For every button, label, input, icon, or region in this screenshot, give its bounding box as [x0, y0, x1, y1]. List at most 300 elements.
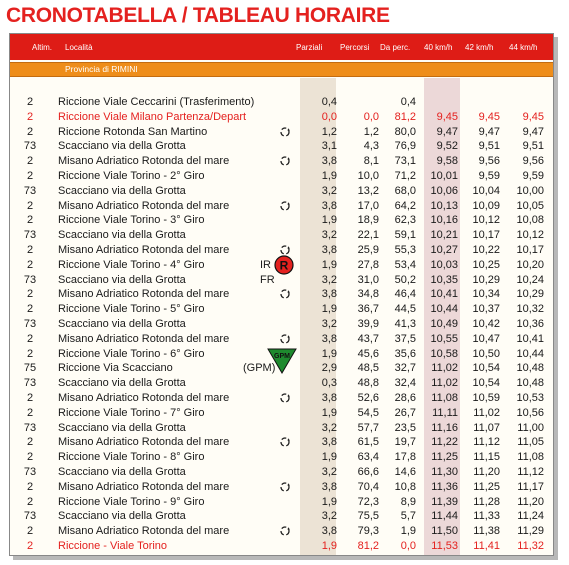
- da-perc-cell: 35,6: [394, 347, 416, 360]
- speed42-cell: 10,25: [472, 258, 500, 271]
- parziali-cell: 3,8: [321, 288, 337, 301]
- altitude-cell: 73: [23, 421, 37, 434]
- percorsi-cell: 52,6: [357, 391, 379, 404]
- parziali-cell: 3,2: [321, 184, 337, 197]
- parziali-cell: 1,2: [321, 125, 337, 138]
- parziali-cell: 0,3: [321, 377, 337, 390]
- speed44-cell: 10,44: [516, 347, 544, 360]
- speed40-cell: 10,55: [430, 332, 458, 345]
- da-perc-cell: 10,8: [394, 480, 416, 493]
- speed44-cell: 11,05: [517, 436, 544, 449]
- gpm-badge-text: GPM: [274, 353, 290, 361]
- altitude-cell: 73: [23, 317, 37, 330]
- parziali-cell: 3,2: [321, 421, 337, 434]
- speed42-cell: 11,28: [473, 495, 500, 508]
- da-perc-cell: 81,2: [394, 110, 416, 123]
- location-cell: Scacciano via della Grotta: [58, 317, 186, 330]
- speed42-cell: 11,20: [473, 465, 500, 478]
- parziali-cell: 3,2: [321, 510, 337, 523]
- altitude-cell: 2: [26, 125, 34, 138]
- percorsi-cell: 13,2: [357, 184, 379, 197]
- da-perc-cell: 41,3: [394, 317, 416, 330]
- speed44-cell: 11,00: [517, 421, 544, 434]
- da-perc-cell: 0,0: [400, 539, 416, 552]
- percorsi-cell: 22,1: [357, 229, 379, 242]
- altitude-cell: 2: [26, 495, 34, 508]
- percorsi-cell: 27,8: [357, 258, 379, 271]
- da-perc-cell: 76,9: [394, 140, 416, 153]
- percorsi-cell: 81,2: [357, 539, 379, 552]
- da-perc-cell: 5,7: [400, 510, 416, 523]
- speed44-cell: 10,17: [516, 243, 544, 256]
- speed44-cell: 10,36: [516, 317, 544, 330]
- altitude-cell: 73: [23, 273, 37, 286]
- speed44-cell: 10,48: [516, 377, 544, 390]
- header-42kmh: 42 km/h: [465, 43, 494, 52]
- location-tag-cell: (GPM): [243, 362, 276, 375]
- speed42-cell: 9,51: [478, 140, 500, 153]
- speed44-cell: 9,59: [522, 169, 544, 182]
- altitude-cell: 2: [26, 214, 34, 227]
- table-row: [10, 95, 553, 110]
- altitude-cell: 2: [26, 258, 34, 271]
- percorsi-cell: 17,0: [357, 199, 379, 212]
- location-cell: Scacciano via della Grotta: [58, 273, 186, 286]
- speed40-cell: 9,58: [436, 155, 458, 168]
- roundabout-icon: [279, 436, 291, 448]
- parziali-cell: 3,2: [321, 465, 337, 478]
- location-cell: Misano Adriatico Rotonda del mare: [58, 525, 230, 538]
- da-perc-cell: 17,8: [394, 451, 416, 464]
- province-label: Provincia di RIMINI: [65, 64, 138, 74]
- percorsi-cell: 61,5: [357, 436, 379, 449]
- percorsi-cell: 39,9: [357, 317, 379, 330]
- speed40-cell: 9,47: [436, 125, 458, 138]
- header-percorsi: Percorsi: [340, 43, 370, 52]
- roundabout-icon: [279, 155, 291, 167]
- da-perc-cell: 68,0: [394, 184, 416, 197]
- parziali-cell: 3,2: [321, 229, 337, 242]
- speed42-cell: 10,50: [472, 347, 500, 360]
- timetable-sheet: [9, 33, 554, 556]
- roundabout-icon: [279, 333, 291, 345]
- da-perc-cell: 71,2: [394, 169, 416, 182]
- speed40-cell: 11,02: [431, 362, 458, 375]
- speed40-cell: 11,44: [431, 510, 458, 523]
- altitude-cell: 73: [23, 377, 37, 390]
- parziali-cell: 3,8: [321, 243, 337, 256]
- speed44-cell: 11,08: [517, 451, 544, 464]
- parziali-cell: 3,8: [321, 525, 337, 538]
- speed40-cell: 11,39: [431, 495, 458, 508]
- speed40-cell: 10,16: [430, 214, 458, 227]
- table-row: [10, 376, 553, 391]
- speed42-cell: 10,29: [472, 273, 500, 286]
- speed44-cell: 9,47: [522, 125, 544, 138]
- table-row: [10, 228, 553, 243]
- speed42-cell: 10,17: [472, 229, 500, 242]
- da-perc-cell: 8,9: [400, 495, 416, 508]
- table-row: [10, 480, 553, 495]
- province-bar: [10, 62, 553, 77]
- location-cell: Scacciano via della Grotta: [58, 465, 186, 478]
- table-row: [10, 450, 553, 465]
- speed40-cell: 11,16: [431, 421, 458, 434]
- speed40-cell: 11,30: [431, 465, 458, 478]
- roundabout-icon: [279, 392, 291, 404]
- speed42-cell: 11,33: [473, 510, 500, 523]
- speed44-cell: 10,41: [516, 332, 544, 345]
- location-cell: Riccione Viale Torino - 7° Giro: [58, 406, 205, 419]
- altitude-cell: 2: [26, 451, 34, 464]
- parziali-cell: 1,9: [321, 258, 337, 271]
- speed44-cell: 10,32: [516, 303, 544, 316]
- speed44-cell: 11,12: [517, 465, 544, 478]
- percorsi-cell: 57,7: [357, 421, 379, 434]
- table-row: [10, 435, 553, 450]
- location-cell: Misano Adriatico Rotonda del mare: [58, 436, 230, 449]
- location-cell: Riccione Viale Torino - 8° Giro: [58, 451, 205, 464]
- percorsi-cell: 10,0: [357, 169, 379, 182]
- speed40-cell: 10,49: [430, 317, 458, 330]
- location-cell: Riccione Viale Ceccarini (Trasferimento): [58, 96, 255, 108]
- altitude-cell: 2: [26, 480, 34, 493]
- location-cell: Scacciano via della Grotta: [58, 510, 186, 523]
- speed42-cell: 10,47: [472, 332, 500, 345]
- table-row: [10, 213, 553, 228]
- table-row: [10, 406, 553, 421]
- da-perc-cell: 50,2: [394, 273, 416, 286]
- header-localita: Località: [65, 43, 93, 52]
- speed40-cell: 10,27: [430, 243, 458, 256]
- table-row: [10, 465, 553, 480]
- percorsi-cell: 43,7: [357, 332, 379, 345]
- table-row: [10, 110, 553, 125]
- roundabout-icon: [279, 126, 291, 138]
- speed42-cell: 9,45: [478, 110, 500, 123]
- speed42-cell: 11,38: [473, 525, 500, 538]
- speed44-cell: 10,29: [516, 288, 544, 301]
- speed42-cell: 9,56: [478, 155, 500, 168]
- table-row: [10, 169, 553, 184]
- speed40-cell: 11,22: [431, 436, 458, 449]
- speed42-cell: 10,12: [472, 214, 500, 227]
- speed40-cell: 9,52: [436, 140, 458, 153]
- da-perc-cell: 80,0: [394, 125, 416, 138]
- location-tag-cell: IR: [260, 258, 271, 271]
- altitude-cell: 2: [26, 332, 34, 345]
- altitude-cell: 73: [23, 229, 37, 242]
- parziali-cell: 1,9: [321, 347, 337, 360]
- percorsi-cell: 0,0: [363, 110, 379, 123]
- table-row: [10, 421, 553, 436]
- altitude-cell: 2: [26, 303, 34, 316]
- speed42-cell: 10,22: [472, 243, 500, 256]
- speed42-cell: 10,54: [472, 377, 500, 390]
- da-perc-cell: 19,7: [394, 436, 416, 449]
- speed40-cell: 11,50: [431, 525, 458, 538]
- altitude-cell: 73: [23, 140, 37, 153]
- da-perc-cell: 28,6: [394, 391, 416, 404]
- da-perc-cell: 44,5: [394, 303, 416, 316]
- da-perc-cell: 1,9: [400, 525, 416, 538]
- speed44-cell: 11,29: [517, 525, 544, 538]
- location-cell: Misano Adriatico Rotonda del mare: [58, 288, 230, 301]
- percorsi-cell: 72,3: [357, 495, 379, 508]
- altitude-cell: 75: [23, 362, 37, 375]
- percorsi-cell: 79,3: [357, 525, 379, 538]
- location-cell: Riccione Viale Torino - 2° Giro: [58, 169, 205, 182]
- percorsi-cell: 75,5: [357, 510, 379, 523]
- speed42-cell: 10,54: [472, 362, 500, 375]
- speed42-cell: 11,07: [473, 421, 500, 434]
- speed42-cell: 10,59: [472, 391, 500, 404]
- location-cell: Riccione Via Scacciano: [58, 362, 173, 375]
- percorsi-cell: 36,7: [357, 303, 379, 316]
- altitude-cell: 2: [26, 539, 34, 552]
- parziali-cell: 3,8: [321, 199, 337, 212]
- speed40-cell: 10,01: [430, 169, 458, 182]
- location-cell: Riccione Viale Torino - 3° Giro: [58, 214, 205, 227]
- table-row: [10, 509, 553, 524]
- percorsi-cell: 4,3: [363, 140, 379, 153]
- percorsi-cell: 66,6: [357, 465, 379, 478]
- altitude-cell: 2: [26, 243, 34, 256]
- roundabout-icon: [279, 525, 291, 537]
- parziali-cell: 1,9: [321, 303, 337, 316]
- speed44-cell: 9,56: [522, 155, 544, 168]
- altitude-cell: 2: [26, 169, 34, 182]
- table-row: [10, 258, 553, 273]
- speed42-cell: 9,47: [478, 125, 500, 138]
- da-perc-cell: 46,4: [394, 288, 416, 301]
- da-perc-cell: 62,3: [394, 214, 416, 227]
- da-perc-cell: 23,5: [394, 421, 416, 434]
- da-perc-cell: 26,7: [394, 406, 416, 419]
- altitude-cell: 2: [26, 96, 34, 108]
- parziali-cell: 0,4: [321, 96, 337, 108]
- speed40-cell: 11,36: [431, 480, 458, 493]
- da-perc-cell: 55,3: [394, 243, 416, 256]
- altitude-cell: 2: [26, 110, 34, 123]
- altitude-cell: 2: [26, 199, 34, 212]
- speed44-cell: 11,17: [517, 480, 544, 493]
- percorsi-cell: 45,6: [357, 347, 379, 360]
- header-40kmh: 40 km/h: [424, 43, 453, 52]
- da-perc-cell: 73,1: [394, 155, 416, 168]
- percorsi-cell: 31,0: [357, 273, 379, 286]
- speed42-cell: 10,34: [472, 288, 500, 301]
- table-row: [10, 317, 553, 332]
- percorsi-cell: 18,9: [357, 214, 379, 227]
- speed40-cell: 10,03: [430, 258, 458, 271]
- location-cell: Riccione Viale Torino - 6° Giro: [58, 347, 205, 360]
- parziali-cell: 2,9: [321, 362, 337, 375]
- altitude-cell: 2: [26, 288, 34, 301]
- location-tag-cell: FR: [260, 273, 275, 286]
- speed44-cell: 9,45: [522, 110, 544, 123]
- speed44-cell: 10,24: [516, 273, 544, 286]
- parziali-cell: 3,8: [321, 480, 337, 493]
- percorsi-cell: 54,5: [357, 406, 379, 419]
- roundabout-icon: [279, 481, 291, 493]
- speed44-cell: 11,32: [517, 539, 544, 552]
- location-cell: Riccione Viale Torino - 5° Giro: [58, 303, 205, 316]
- da-perc-cell: 32,4: [394, 377, 416, 390]
- location-cell: Misano Adriatico Rotonda del mare: [58, 155, 230, 168]
- table-row: [10, 495, 553, 510]
- da-perc-cell: 53,4: [394, 258, 416, 271]
- speed42-cell: 11,15: [473, 451, 500, 464]
- roundabout-icon: [279, 288, 291, 300]
- altitude-cell: 2: [26, 525, 34, 538]
- altitude-cell: 2: [26, 391, 34, 404]
- percorsi-cell: 70,4: [357, 480, 379, 493]
- speed40-cell: 11,02: [431, 377, 458, 390]
- percorsi-cell: 48,5: [357, 362, 379, 375]
- table-row: [10, 539, 553, 554]
- speed42-cell: 11,41: [473, 539, 500, 552]
- location-cell: Riccione Viale Milano Partenza/Depart: [58, 110, 247, 123]
- location-cell: Riccione Rotonda San Martino: [58, 125, 208, 138]
- percorsi-cell: 8,1: [363, 155, 379, 168]
- parziali-cell: 3,8: [321, 332, 337, 345]
- speed40-cell: 10,21: [430, 229, 458, 242]
- parziali-cell: 0,0: [321, 110, 337, 123]
- location-cell: Riccione Viale Torino - 9° Giro: [58, 495, 205, 508]
- speed40-cell: 11,08: [431, 391, 458, 404]
- speed40-cell: 10,44: [430, 303, 458, 316]
- table-header: [10, 34, 553, 60]
- speed44-cell: 10,56: [516, 406, 544, 419]
- speed44-cell: 10,12: [516, 229, 544, 242]
- speed44-cell: 10,20: [516, 258, 544, 271]
- table-row: [10, 391, 553, 406]
- location-cell: Misano Adriatico Rotonda del mare: [58, 391, 230, 404]
- speed42-cell: 10,09: [472, 199, 500, 212]
- speed42-cell: 9,59: [478, 169, 500, 182]
- percorsi-cell: 25,9: [357, 243, 379, 256]
- speed44-cell: 10,53: [516, 391, 544, 404]
- altitude-cell: 2: [26, 436, 34, 449]
- table-row: [10, 154, 553, 169]
- speed40-cell: 11,25: [431, 451, 458, 464]
- parziali-cell: 1,9: [321, 495, 337, 508]
- location-cell: Riccione Viale Torino - 4° Giro: [58, 258, 205, 271]
- parziali-cell: 3,1: [321, 140, 337, 153]
- da-perc-cell: 32,7: [394, 362, 416, 375]
- table-row: [10, 287, 553, 302]
- location-cell: Misano Adriatico Rotonda del mare: [58, 243, 230, 256]
- speed40-cell: 11,11: [432, 406, 458, 419]
- speed44-cell: 10,48: [516, 362, 544, 375]
- percorsi-cell: 34,8: [357, 288, 379, 301]
- gpm-mountain-icon: [267, 348, 297, 374]
- location-cell: Misano Adriatico Rotonda del mare: [58, 332, 230, 345]
- timetable-rows: [10, 95, 553, 554]
- roundabout-icon: [279, 200, 291, 212]
- speed40-cell: 10,13: [430, 199, 458, 212]
- speed40-cell: 9,45: [436, 110, 458, 123]
- altitude-cell: 73: [23, 510, 37, 523]
- table-row: [10, 273, 553, 288]
- header-da-perc: Da perc.: [380, 43, 411, 52]
- table-row: [10, 184, 553, 199]
- parziali-cell: 3,8: [321, 436, 337, 449]
- parziali-cell: 3,2: [321, 273, 337, 286]
- location-cell: Scacciano via della Grotta: [58, 184, 186, 197]
- speed42-cell: 10,04: [472, 184, 500, 197]
- table-row: [10, 332, 553, 347]
- table-row: [10, 199, 553, 214]
- altitude-cell: 2: [26, 406, 34, 419]
- percorsi-cell: 63,4: [357, 451, 379, 464]
- altitude-cell: 2: [26, 347, 34, 360]
- header-44kmh: 44 km/h: [509, 43, 538, 52]
- location-cell: Scacciano via della Grotta: [58, 229, 186, 242]
- da-perc-cell: 14,6: [394, 465, 416, 478]
- speed42-cell: 11,12: [473, 436, 500, 449]
- altitude-cell: 73: [23, 465, 37, 478]
- parziali-cell: 1,9: [321, 539, 337, 552]
- speed42-cell: 11,25: [473, 480, 500, 493]
- parziali-cell: 1,9: [321, 169, 337, 182]
- speed44-cell: 9,51: [522, 140, 544, 153]
- table-row: [10, 139, 553, 154]
- parziali-cell: 3,2: [321, 317, 337, 330]
- parziali-cell: 3,8: [321, 391, 337, 404]
- speed44-cell: 10,08: [516, 214, 544, 227]
- r-badge-text: R: [279, 258, 289, 273]
- altitude-cell: 2: [26, 155, 34, 168]
- speed44-cell: 10,00: [516, 184, 544, 197]
- speed42-cell: 10,37: [472, 303, 500, 316]
- da-perc-cell: 59,1: [394, 229, 416, 242]
- location-cell: Scacciano via della Grotta: [58, 421, 186, 434]
- table-row: [10, 524, 553, 539]
- speed40-cell: 11,53: [431, 539, 458, 552]
- parziali-cell: 1,9: [321, 451, 337, 464]
- speed44-cell: 10,05: [516, 199, 544, 212]
- speed44-cell: 11,24: [517, 510, 544, 523]
- parziali-cell: 1,9: [321, 406, 337, 419]
- da-perc-cell: 37,5: [394, 332, 416, 345]
- speed40-cell: 10,41: [430, 288, 458, 301]
- speed40-cell: 10,35: [430, 273, 458, 286]
- table-row: [10, 302, 553, 317]
- location-cell: Riccione - Viale Torino: [58, 539, 168, 552]
- location-cell: Scacciano via della Grotta: [58, 140, 186, 153]
- parziali-cell: 3,8: [321, 155, 337, 168]
- percorsi-cell: 48,8: [357, 377, 379, 390]
- speed44-cell: 11,20: [517, 495, 544, 508]
- speed40-cell: 10,06: [430, 184, 458, 197]
- speed42-cell: 11,02: [473, 406, 500, 419]
- speed42-cell: 10,42: [472, 317, 500, 330]
- percorsi-cell: 1,2: [363, 125, 379, 138]
- parziali-cell: 1,9: [321, 214, 337, 227]
- location-cell: Scacciano via della Grotta: [58, 377, 186, 390]
- header-parziali: Parziali: [296, 43, 323, 52]
- page-title: CRONOTABELLA / TABLEAU HORAIRE: [6, 4, 390, 27]
- location-cell: Misano Adriatico Rotonda del mare: [58, 480, 230, 493]
- location-cell: Misano Adriatico Rotonda del mare: [58, 199, 230, 212]
- da-perc-cell: 0,4: [400, 96, 416, 108]
- da-perc-cell: 64,2: [394, 199, 416, 212]
- table-row: [10, 125, 553, 140]
- header-altim: Altim.: [32, 43, 52, 52]
- speed40-cell: 10,58: [430, 347, 458, 360]
